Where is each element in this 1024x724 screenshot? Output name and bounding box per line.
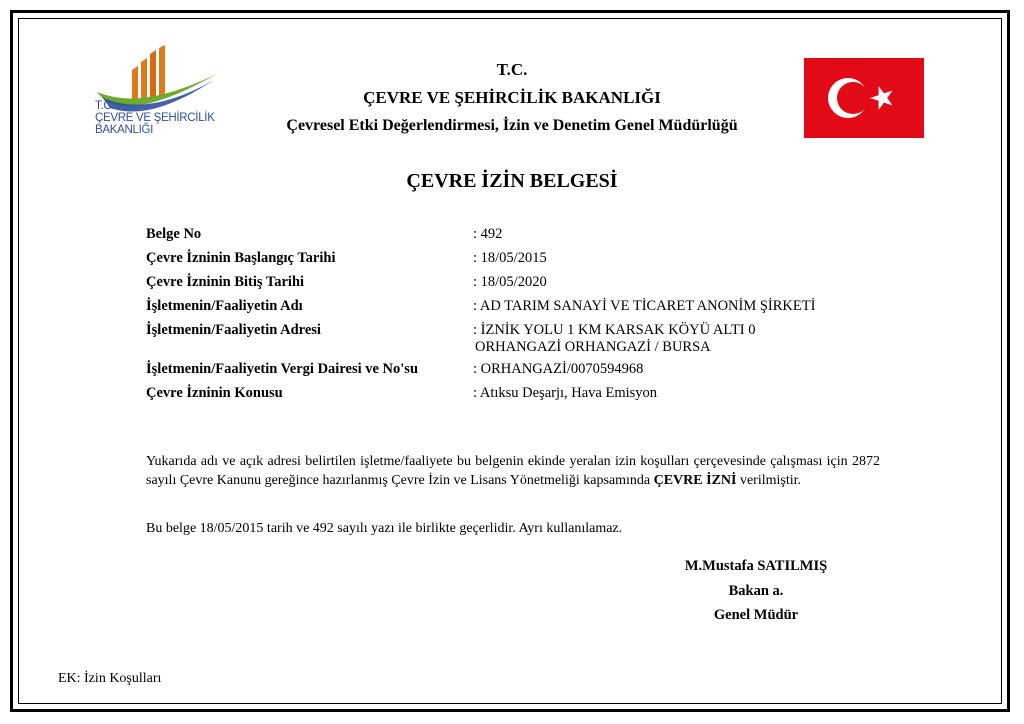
- field-value: : 18/05/2015: [473, 250, 547, 266]
- header-tc: T.C.: [496, 60, 528, 79]
- permit-paragraph: [146, 452, 880, 490]
- field-value: : AD TARIM SANAYİ VE TİCARET ANONİM ŞİRKETİ: [473, 298, 816, 314]
- field-label: İşletmenin/Faaliyetin Vergi Dairesi ve No'su: [146, 361, 419, 377]
- signatory-role: Bakan a.: [728, 583, 784, 599]
- validity-paragraph: Bu belge 18/05/2015 tarih ve 492 sayılı yazı ile birlikte geçerlidir. Ayrı kullanılamaz.: [146, 521, 623, 536]
- field-value: : İZNİK YOLU 1 KM KARSAK KÖYÜ ALTI 0: [473, 322, 756, 338]
- field-value: : Atıksu Deşarjı, Hava Emisyon: [473, 385, 658, 401]
- field-value-line2: ORHANGAZİ ORHANGAZİ / BURSA: [475, 339, 711, 355]
- logo-text-line: ÇEVRE VE ŞEHİRCİLİK: [95, 112, 215, 124]
- attachment-note: EK: İzin Koşulları: [58, 671, 162, 686]
- header-ministry: ÇEVRE VE ŞEHİRCİLİK BAKANLIĞI: [363, 88, 661, 107]
- permit-emphasis: ÇEVRE İZNİ: [653, 473, 737, 488]
- field-label: Belge No: [146, 226, 202, 242]
- logo-text-line: T.C.: [95, 100, 115, 112]
- field-value: : ORHANGAZİ/0070594968: [473, 361, 644, 377]
- signatory-title: Genel Müdür: [713, 607, 799, 623]
- field-label: Çevre İzninin Konusu: [146, 385, 283, 401]
- field-label: Çevre İzninin Başlangıç Tarihi: [146, 250, 336, 266]
- field-value: : 492: [473, 226, 503, 242]
- field-label: İşletmenin/Faaliyetin Adı: [146, 298, 303, 314]
- paragraph-text: Yukarıda adı ve açık adresi belirtilen işletme/faaliyete bu belgenin ekinde yeralan izin koşulları çerçevesinde çalışması için 2872 sayılı Çevre Kanunu gereğince hazırlanmış Çevre İzin ve Lisans Yönetmeliği kapsamında: [146, 454, 880, 488]
- field-label: Çevre İzninin Bitiş Tarihi: [146, 274, 305, 290]
- field-value: : 18/05/2020: [473, 274, 547, 290]
- header-directorate: Çevresel Etki Değerlendirmesi, İzin ve Denetim Genel Müdürlüğü: [286, 117, 738, 134]
- document-title: ÇEVRE İZİN BELGESİ: [406, 170, 618, 192]
- logo-text-line: BAKANLIĞI: [95, 124, 154, 136]
- signatory-name: M.Mustafa SATILMIŞ: [684, 558, 828, 574]
- field-label: İşletmenin/Faaliyetin Adresi: [146, 322, 321, 338]
- paragraph-text-end: verilmiştir.: [736, 473, 802, 488]
